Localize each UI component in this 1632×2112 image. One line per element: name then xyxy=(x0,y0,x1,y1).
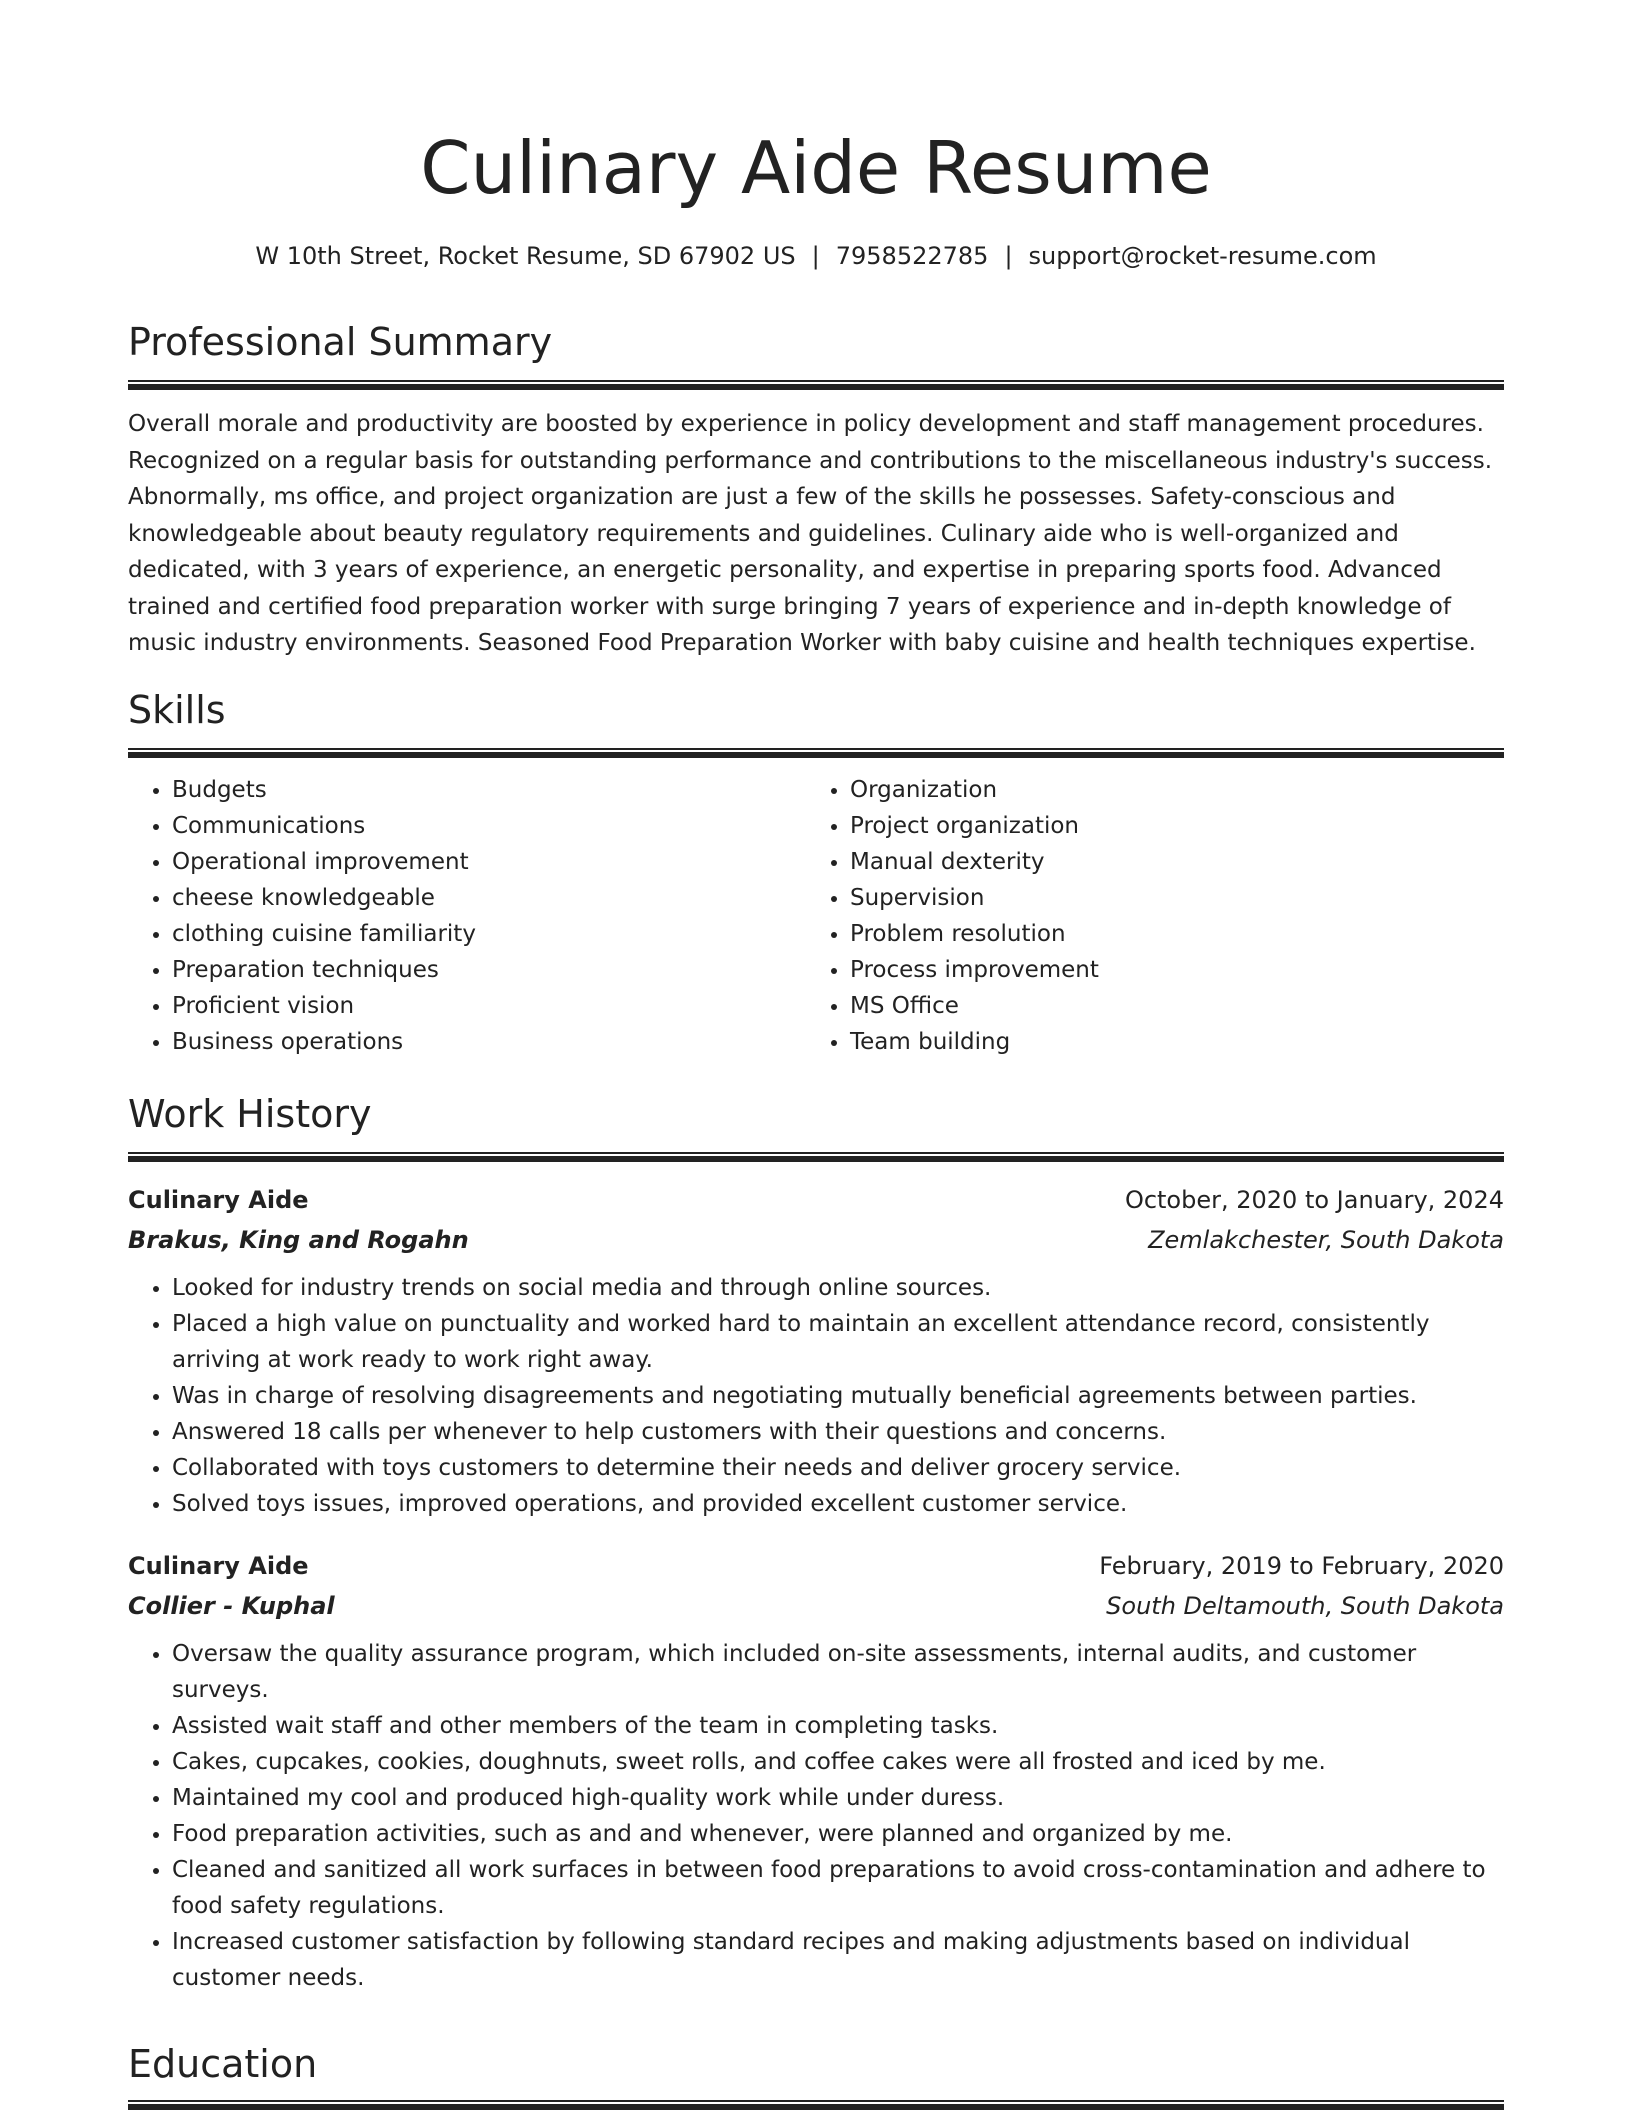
skill-item: • Manual dexterity xyxy=(850,844,1484,880)
skill-item: • Project organization xyxy=(850,808,1484,844)
job-employer-row xyxy=(128,1220,1504,1260)
job-bullet: • Cakes, cupcakes, cookies, doughnuts, sweet rolls, and coffee cakes were all frosted and iced by me. xyxy=(172,1744,1504,1780)
job-bullet: • Cleaned and sanitized all work surfaces in between food preparations to avoid cross-contamination and adhere to food safety regulations. xyxy=(172,1852,1504,1924)
contact-phone: 7958522785 xyxy=(835,242,989,270)
job-bullet: • Increased customer satisfaction by following standard recipes and making adjustments based on individual customer needs. xyxy=(172,1924,1504,1996)
section-divider xyxy=(128,2100,1504,2110)
skills-grid xyxy=(128,772,1504,1060)
job-bullet: • Was in charge of resolving disagreements and negotiating mutually beneficial agreements between parties. xyxy=(172,1378,1504,1414)
skill-item: • Team building xyxy=(850,1024,1484,1060)
section-heading: Professional Summary xyxy=(128,320,553,364)
contact-separator: | xyxy=(1004,242,1013,270)
skills-column-left xyxy=(128,772,806,1060)
skill-item: • Budgets xyxy=(172,772,806,808)
skill-item: • Problem resolution xyxy=(850,916,1484,952)
skill-item: • MS Office xyxy=(850,988,1484,1024)
section-divider xyxy=(128,748,1504,758)
contact-line xyxy=(128,238,1504,274)
job-title: Culinary Aide xyxy=(128,1552,309,1580)
section-heading: Work History xyxy=(128,1092,372,1136)
job-bullets xyxy=(128,1270,1504,1522)
skills-column-right xyxy=(806,772,1484,1060)
job-bullet: • Oversaw the quality assurance program, which included on-site assessments, internal audits, and customer surveys. xyxy=(172,1636,1504,1708)
contact-separator: | xyxy=(811,242,820,270)
job-location: Zemlakchester, South Dakota xyxy=(1148,1226,1504,1254)
contact-address: W 10th Street, Rocket Resume, SD 67902 US xyxy=(255,242,796,270)
section-heading: Education xyxy=(128,2042,318,2086)
job-dates: October, 2020 to January, 2024 xyxy=(1124,1186,1504,1214)
skill-item: • Business operations xyxy=(172,1024,806,1060)
skill-item: • Proficient vision xyxy=(172,988,806,1024)
summary-text: Overall morale and productivity are boosted by experience in policy development and staff management procedures. Recognized on a regular basis for outstanding performance and contributions to the miscellaneous industry's success. Abnormally, ms office, and project organization are just a few of the skills he possesses. Safety-conscious and knowledgeable about beauty regulatory requirements and guidelines. Culinary aide who is well-organized and dedicated, with 3 years of experience, an energetic personality, and expertise in preparing sports food. Advanced trained and certified food preparation worker with surge bringing 7 years of experience and in-depth knowledge of music industry environments. Seasoned Food Preparation Worker with baby cuisine and health techniques expertise. xyxy=(128,411,1493,656)
job-entry xyxy=(128,1546,1504,1996)
job-employer-row xyxy=(128,1586,1504,1626)
skill-item: • clothing cuisine familiarity xyxy=(172,916,806,952)
job-bullet: • Looked for industry trends on social media and through online sources. xyxy=(172,1270,1504,1306)
skill-item: • Supervision xyxy=(850,880,1484,916)
section-skills xyxy=(128,686,1504,1060)
job-header-row xyxy=(128,1180,1504,1220)
job-company: Collier - Kuphal xyxy=(128,1592,335,1620)
section-heading: Skills xyxy=(128,688,226,732)
job-bullet: • Collaborated with toys customers to determine their needs and deliver grocery service. xyxy=(172,1450,1504,1486)
job-bullet: • Maintained my cool and produced high-quality work while under duress. xyxy=(172,1780,1504,1816)
job-dates: February, 2019 to February, 2020 xyxy=(1099,1552,1504,1580)
skill-item: • Operational improvement xyxy=(172,844,806,880)
job-bullet: • Answered 18 calls per whenever to help customers with their questions and concerns. xyxy=(172,1414,1504,1450)
section-education xyxy=(128,2040,1504,2110)
job-bullet: • Assisted wait staff and other members of the team in completing tasks. xyxy=(172,1708,1504,1744)
job-header-row xyxy=(128,1546,1504,1586)
job-bullets xyxy=(128,1636,1504,1996)
section-work-history xyxy=(128,1090,1504,1996)
section-professional-summary xyxy=(128,318,1504,662)
job-entry xyxy=(128,1180,1504,1522)
section-divider xyxy=(128,1152,1504,1162)
skill-item: • Communications xyxy=(172,808,806,844)
job-bullet: • Food preparation activities, such as and and whenever, were planned and organized by me. xyxy=(172,1816,1504,1852)
skill-item: • Organization xyxy=(850,772,1484,808)
skill-item: • cheese knowledgeable xyxy=(172,880,806,916)
resume-title: Culinary Aide Resume xyxy=(420,126,1212,210)
job-company: Brakus, King and Rogahn xyxy=(128,1226,469,1254)
skill-item: • Preparation techniques xyxy=(172,952,806,988)
job-bullet: • Placed a high value on punctuality and worked hard to maintain an excellent attendance record, consistently arriving at work ready to work right away. xyxy=(172,1306,1504,1378)
section-divider xyxy=(128,380,1504,390)
contact-email: support@rocket-resume.com xyxy=(1028,242,1377,270)
job-bullet: • Solved toys issues, improved operations, and provided excellent customer service. xyxy=(172,1486,1504,1522)
job-title: Culinary Aide xyxy=(128,1186,309,1214)
skill-item: • Process improvement xyxy=(850,952,1484,988)
job-location: South Deltamouth, South Dakota xyxy=(1106,1592,1504,1620)
